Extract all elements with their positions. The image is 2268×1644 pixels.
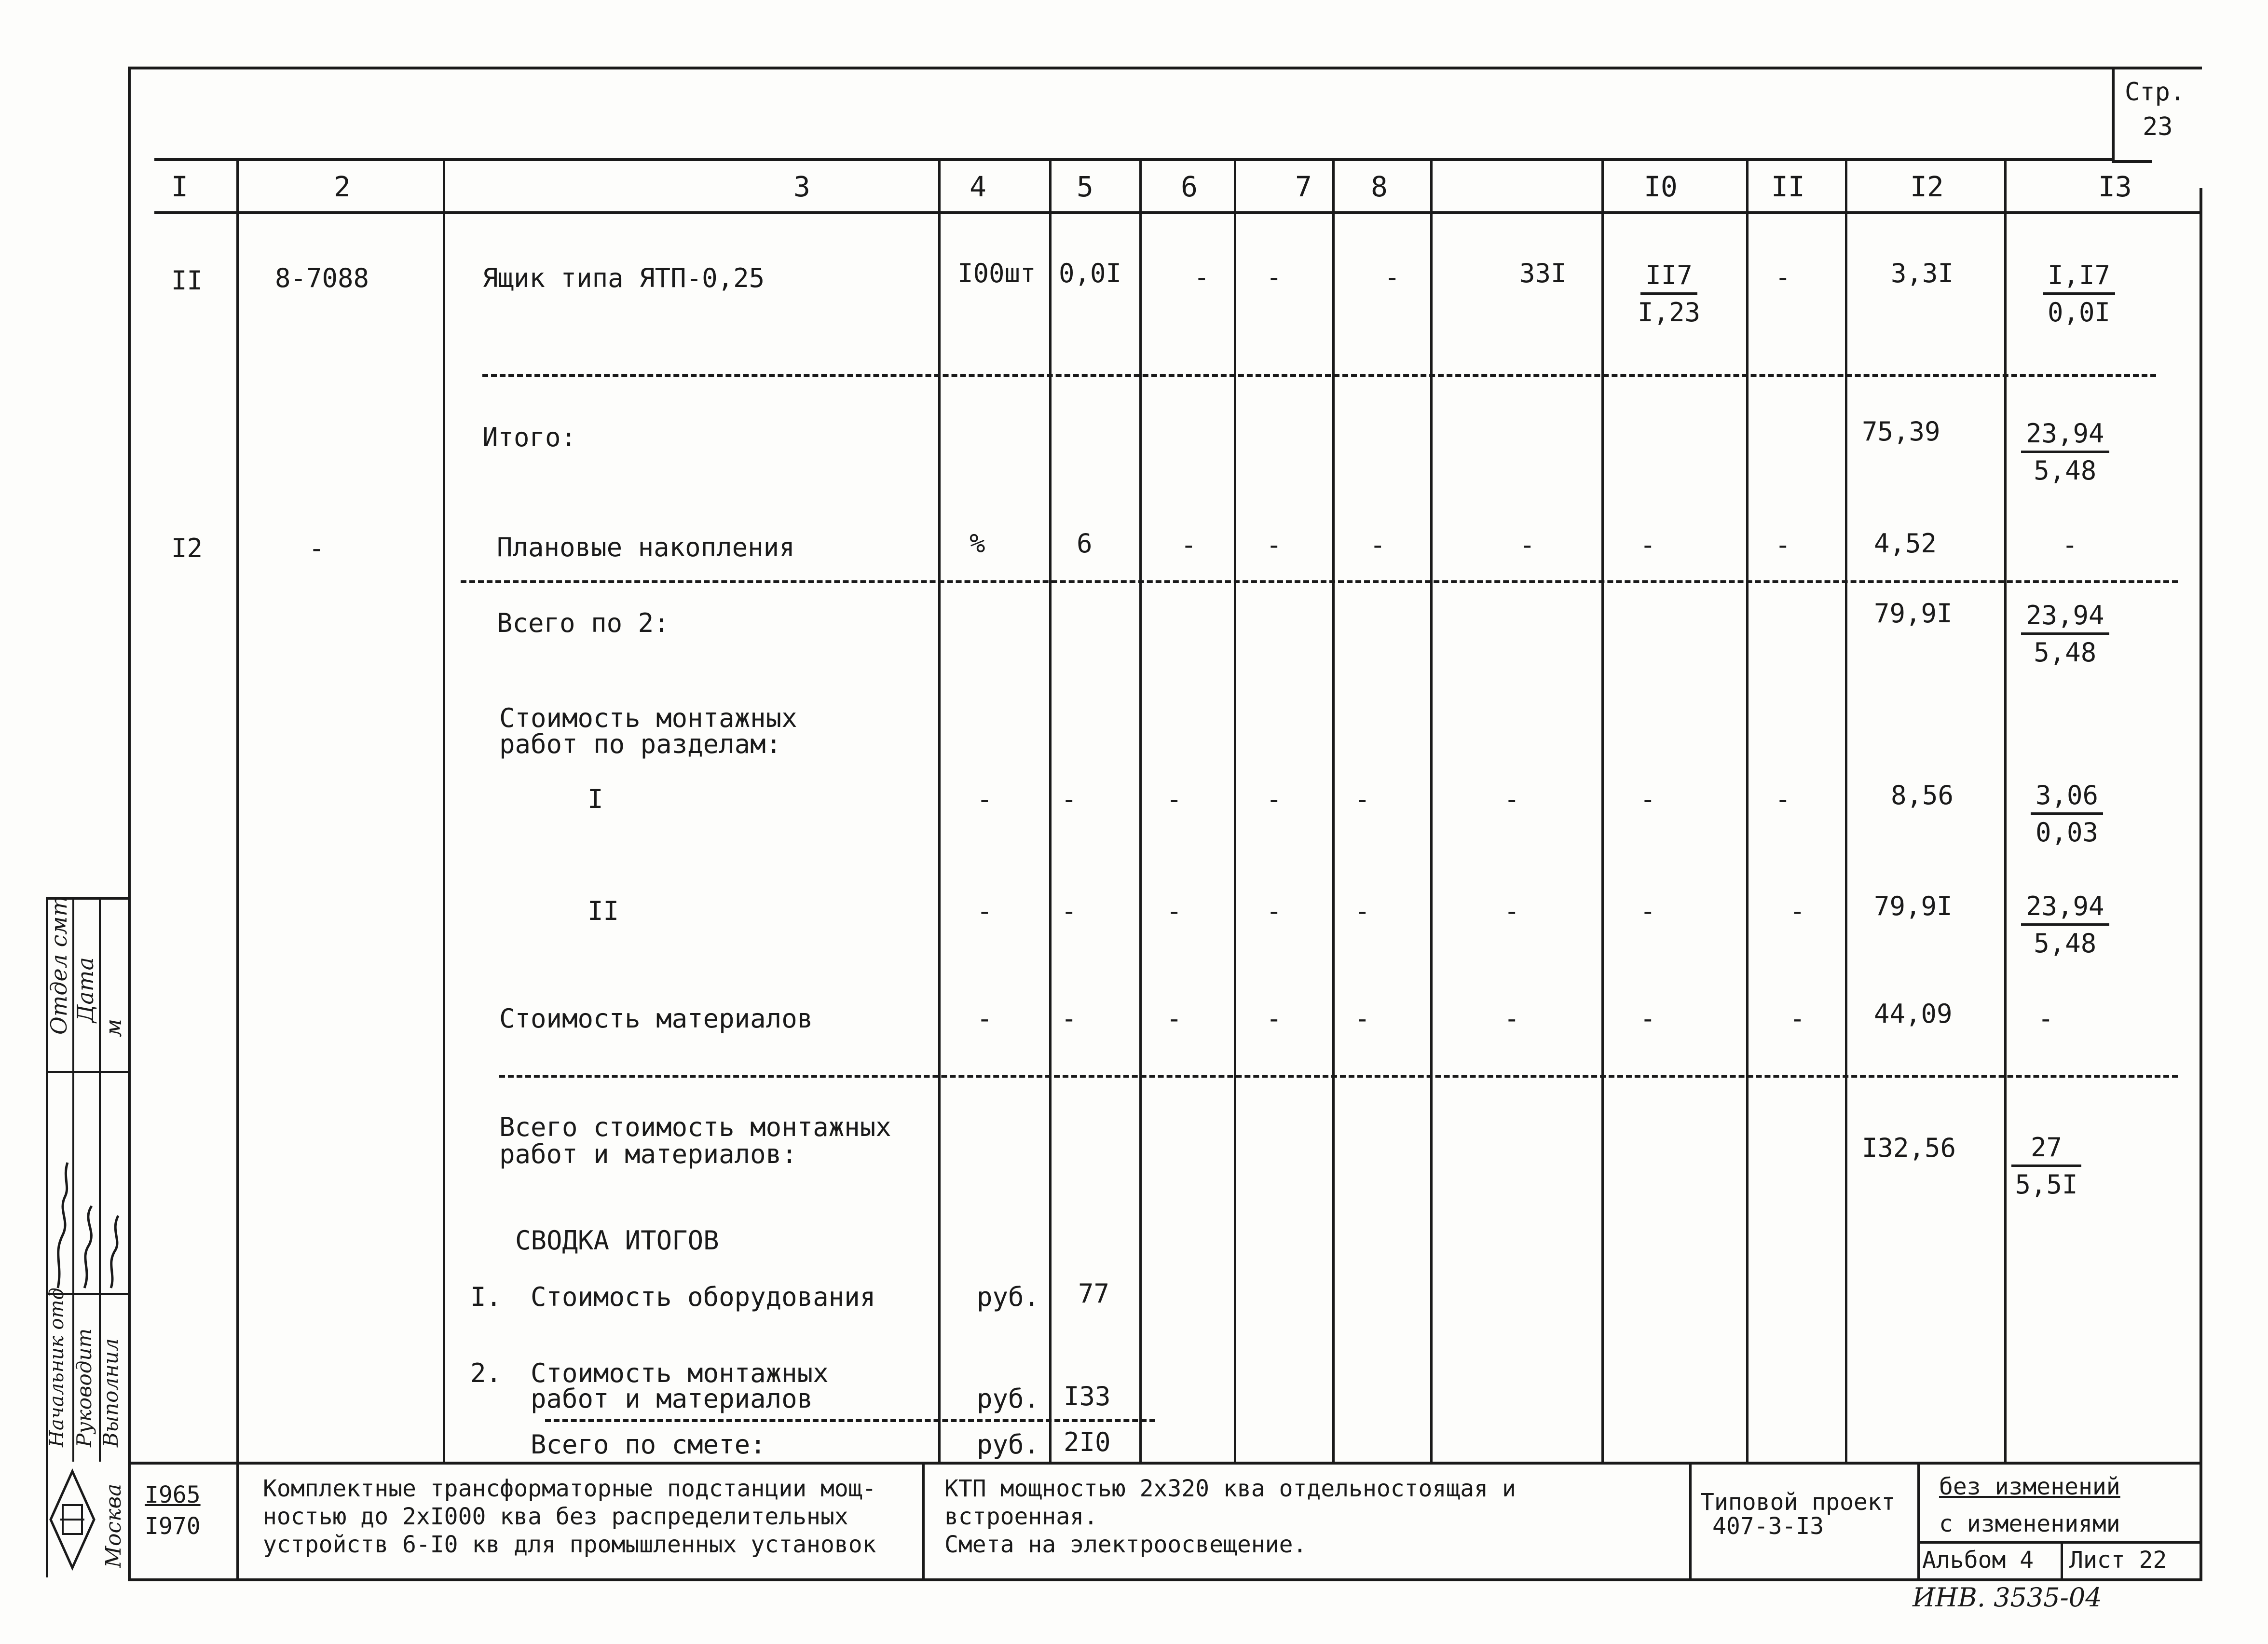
sum-total-label: Всего по смете: bbox=[531, 1429, 766, 1460]
col-header-13: I3 bbox=[2098, 170, 2132, 203]
vsego-mont-line1: Всего стоимость монтажных bbox=[499, 1112, 891, 1142]
row11-c8: - bbox=[1384, 262, 1400, 292]
razd2-c6: - bbox=[1166, 896, 1182, 926]
row11-qty: 0,0I bbox=[1059, 258, 1122, 288]
col-header-3: 3 bbox=[793, 170, 810, 203]
sum2-line1: Стоимость монтажных bbox=[531, 1358, 829, 1388]
row12-c12: 4,52 bbox=[1874, 528, 1937, 559]
col-header-4: 4 bbox=[970, 170, 986, 203]
razd2-c9: - bbox=[1504, 896, 1520, 926]
itogo-label: Итого: bbox=[482, 422, 577, 452]
razd2-c12: 79,9I bbox=[1874, 891, 1953, 921]
razd2-c7: - bbox=[1266, 896, 1282, 926]
stamp-desc-line2: ностью до 2хI000 ква без распределительных bbox=[263, 1503, 848, 1530]
razd2-c11: - bbox=[1790, 896, 1805, 926]
sum-total-unit: руб. bbox=[977, 1429, 1040, 1460]
materials-c7: - bbox=[1266, 1003, 1282, 1034]
row12-c11: - bbox=[1775, 530, 1791, 560]
sum1-label: Стоимость оборудования bbox=[531, 1282, 876, 1312]
row11-c6: - bbox=[1194, 262, 1210, 292]
col-header-5: 5 bbox=[1077, 170, 1093, 203]
row11-c10: $\frac{II7}{I,23}$ bbox=[1638, 260, 1701, 328]
row11-c13: $\frac{I,I7}{0,0I}$ bbox=[2043, 260, 2115, 328]
razd2-c8: - bbox=[1354, 896, 1370, 926]
side-m: м bbox=[100, 1018, 126, 1037]
frame-right bbox=[2200, 188, 2202, 1581]
row11-unit: I00шт bbox=[957, 258, 1036, 288]
vsego-mont-line2: работ и материалов: bbox=[499, 1139, 797, 1169]
row12-unit: % bbox=[970, 528, 985, 559]
row12-code: - bbox=[309, 533, 325, 563]
razd1-c12: 8,56 bbox=[1891, 780, 1954, 810]
summary-title: СВОДКА ИТОГОВ bbox=[515, 1225, 719, 1256]
razd2-c5: - bbox=[1061, 896, 1077, 926]
col-header-11: II bbox=[1771, 170, 1805, 203]
side-data: Дата bbox=[72, 957, 98, 1023]
sum2-value: I33 bbox=[1064, 1381, 1111, 1411]
row11-c12: 3,3I bbox=[1891, 258, 1954, 288]
materials-c8: - bbox=[1354, 1003, 1370, 1034]
row12-qty: 6 bbox=[1077, 528, 1093, 559]
vsego2-c12: 79,9I bbox=[1874, 598, 1953, 629]
signature-marks bbox=[48, 1158, 125, 1293]
vsego2-label: Всего по 2: bbox=[497, 608, 669, 638]
side-vyp: Выполнил bbox=[99, 1338, 123, 1447]
stamp-year2: I970 bbox=[145, 1513, 201, 1540]
col-header-12: I2 bbox=[1910, 170, 1944, 203]
dashed-line bbox=[482, 374, 2156, 377]
row11-c9: 33I bbox=[1519, 258, 1567, 288]
razd1-c6: - bbox=[1166, 784, 1182, 814]
razd1-c13: $\frac{3,06}{0,03}$ bbox=[2031, 781, 2103, 848]
frame-left bbox=[128, 67, 131, 1581]
stamp-album: Альбом 4 bbox=[1922, 1547, 2034, 1574]
page-number: 23 bbox=[2143, 112, 2173, 141]
razd2-c4: - bbox=[977, 896, 993, 926]
dashed-line bbox=[545, 1419, 1155, 1422]
col-header-6: 6 bbox=[1181, 170, 1198, 203]
razd1-c5: - bbox=[1061, 784, 1077, 814]
sum2-num: 2. bbox=[470, 1358, 502, 1388]
itogo-c12: 75,39 bbox=[1862, 416, 1940, 447]
materials-label: Стоимость материалов bbox=[499, 1003, 813, 1034]
stamp-ktp-line3: Смета на электроосвещение. bbox=[944, 1531, 1307, 1558]
side-moskva: Москва bbox=[101, 1483, 126, 1568]
razd2-c10: - bbox=[1640, 896, 1656, 926]
row12-c7: - bbox=[1266, 530, 1282, 560]
stamp-year1: I965 bbox=[145, 1481, 201, 1508]
razd1-c9: - bbox=[1504, 784, 1520, 814]
sum1-unit: руб. bbox=[977, 1282, 1040, 1312]
materials-c10: - bbox=[1640, 1003, 1656, 1034]
col-header-10: I0 bbox=[1644, 170, 1678, 203]
materials-c11: - bbox=[1790, 1003, 1805, 1034]
col-header-8: 8 bbox=[1371, 170, 1388, 203]
stamp-no-changes: без изменений bbox=[1939, 1473, 2120, 1500]
materials-c6: - bbox=[1166, 1003, 1182, 1034]
institute-logo bbox=[46, 1462, 99, 1577]
razd1-c8: - bbox=[1354, 784, 1370, 814]
header-top-line bbox=[154, 158, 2113, 161]
razd2-c13: $\frac{23,94}{5,48}$ bbox=[2021, 891, 2109, 959]
razd1-c7: - bbox=[1266, 784, 1282, 814]
row11-c11: - bbox=[1775, 262, 1791, 292]
row12-c8: - bbox=[1370, 530, 1386, 560]
stamp-top-line bbox=[128, 1462, 2202, 1465]
vsego2-c13: $\frac{23,94}{5,48}$ bbox=[2021, 601, 2109, 668]
row11-code: 8-7088 bbox=[275, 263, 369, 293]
frame-bottom bbox=[128, 1578, 2202, 1581]
materials-c12: 44,09 bbox=[1874, 999, 1953, 1029]
page-label: Стр. bbox=[2125, 78, 2186, 107]
col-header-7: 7 bbox=[1295, 170, 1312, 203]
materials-c9: - bbox=[1504, 1003, 1520, 1034]
stamp-desc-line1: Комплектные трансформаторные подстанции мощ- bbox=[263, 1475, 876, 1502]
razd1-c4: - bbox=[977, 784, 993, 814]
razd1-label: I bbox=[587, 784, 603, 814]
row11-num: II bbox=[171, 265, 203, 296]
sum1-num: I. bbox=[470, 1282, 502, 1312]
frame-top bbox=[128, 67, 2202, 69]
row12-name: Плановые накопления bbox=[497, 532, 795, 562]
materials-c13: - bbox=[2038, 1003, 2054, 1034]
razd2-label: II bbox=[587, 896, 619, 926]
inventory-number: ИНВ. 3535-04 bbox=[1913, 1582, 2102, 1613]
materials-c4: - bbox=[977, 1003, 993, 1034]
razd1-c10: - bbox=[1640, 784, 1656, 814]
dashed-line bbox=[461, 580, 2178, 583]
sum-total-value: 2I0 bbox=[1064, 1427, 1111, 1457]
row12-c6: - bbox=[1181, 530, 1197, 560]
razd-heading-line2: работ по разделам: bbox=[499, 729, 782, 759]
stamp-sheet: Лист 22 bbox=[2069, 1547, 2167, 1574]
row12-c10: - bbox=[1640, 530, 1656, 560]
sum2-unit: руб. bbox=[977, 1384, 1040, 1414]
vsego-mont-c13: $\frac{27}{5,5I}$ bbox=[2011, 1133, 2081, 1200]
row11-name: Ящик типа ЯТП-0,25 bbox=[482, 263, 765, 293]
stamp-project-line1: Типовой проект bbox=[1700, 1489, 1896, 1516]
itogo-c13: $\frac{23,94}{5,48}$ bbox=[2021, 419, 2109, 486]
stamp-with-changes: с изменениями bbox=[1939, 1510, 2120, 1537]
side-nach: Начальник отд bbox=[46, 1288, 68, 1447]
side-otdel: Отдел смт bbox=[46, 895, 72, 1035]
col-header-2: 2 bbox=[334, 170, 351, 203]
stamp-project-line2: 407-3-I3 bbox=[1712, 1513, 1824, 1540]
sum2-line2: работ и материалов bbox=[531, 1384, 813, 1414]
dashed-line bbox=[499, 1075, 2178, 1078]
razd1-c11: - bbox=[1775, 784, 1791, 814]
stamp-desc-line3: устройств 6-I0 кв для промышленных установок bbox=[263, 1531, 876, 1558]
materials-c5: - bbox=[1061, 1003, 1077, 1034]
col-header-1: I bbox=[171, 170, 188, 203]
vsego-mont-c12: I32,56 bbox=[1862, 1133, 1956, 1163]
row12-num: I2 bbox=[171, 533, 203, 563]
stamp-ktp-line1: КТП мощностью 2х320 ква отдельностоящая и bbox=[944, 1475, 1516, 1502]
row12-c9: - bbox=[1519, 530, 1535, 560]
row12-c13: - bbox=[2062, 530, 2078, 560]
row11-c7: - bbox=[1266, 262, 1282, 292]
header-bottom-line bbox=[154, 211, 2200, 214]
side-ruk: Руководит bbox=[72, 1328, 96, 1447]
sum1-value: 77 bbox=[1078, 1278, 1110, 1309]
razd-heading-line1: Стоимость монтажных bbox=[499, 703, 797, 733]
stamp-ktp-line2: встроенная. bbox=[944, 1503, 1098, 1530]
